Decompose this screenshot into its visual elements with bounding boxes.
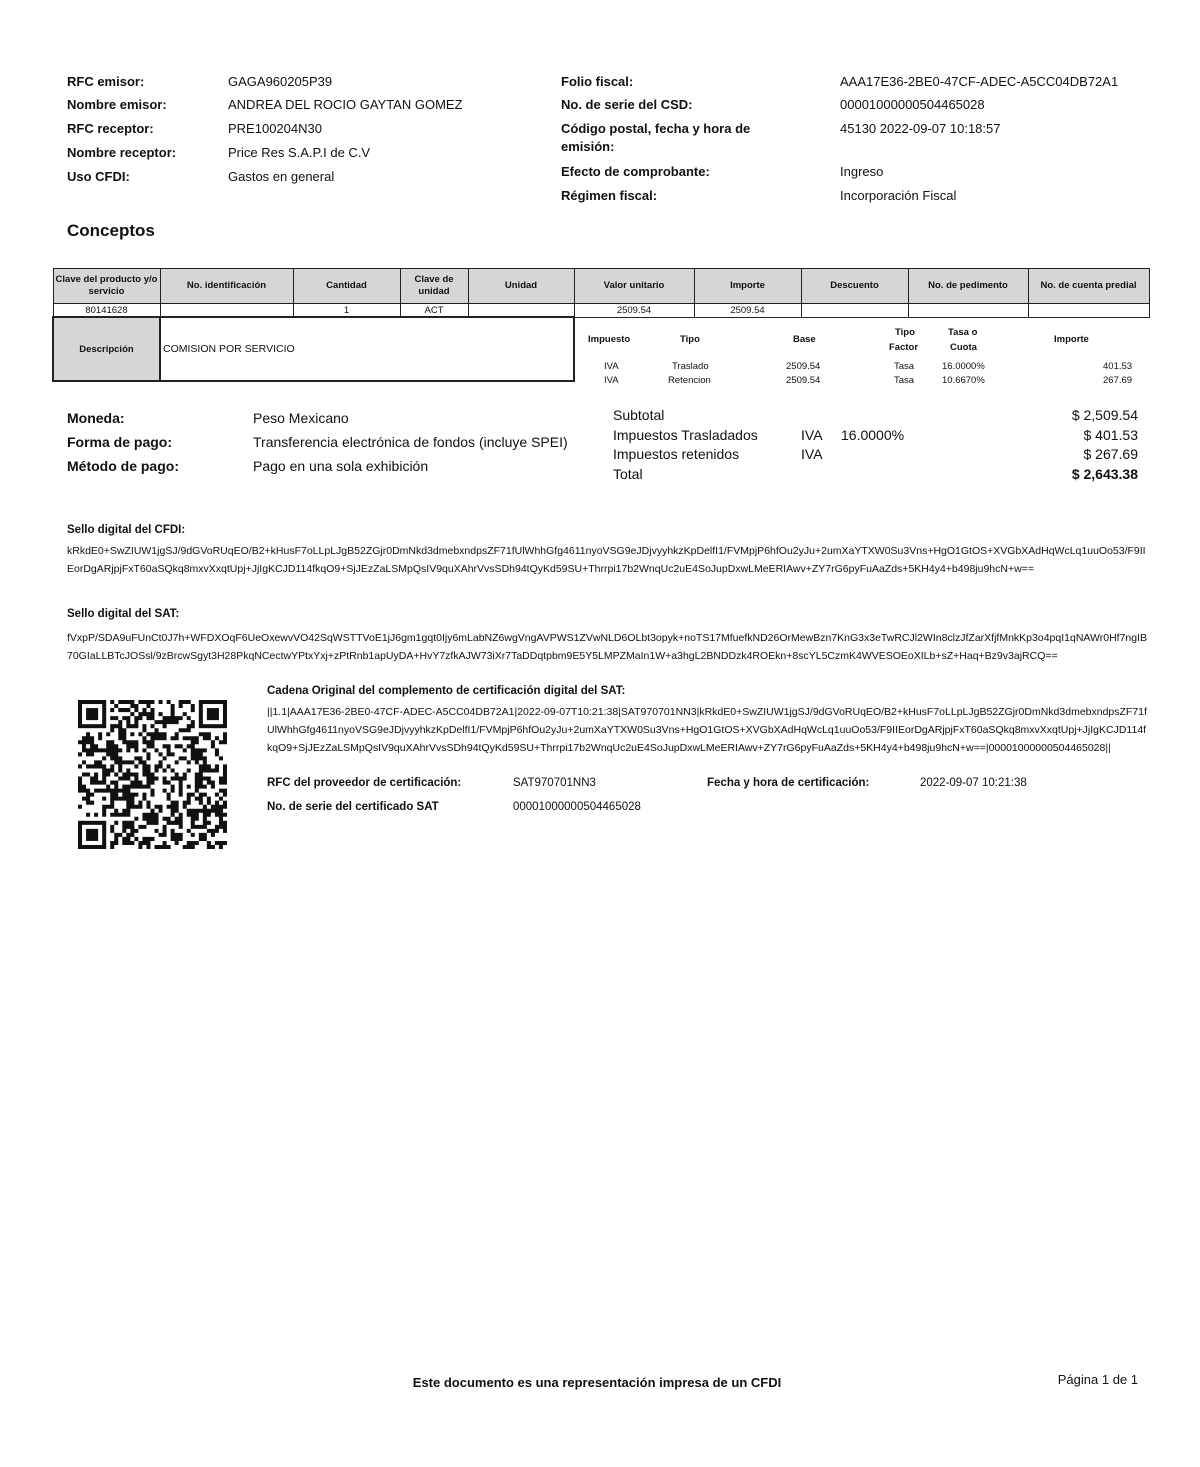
tax-header-tipo-factor: Tipo <box>895 327 915 338</box>
table-cell <box>801 304 908 318</box>
tax-factor: Tasa <box>894 361 915 372</box>
tax-tipo: Retencion <box>668 375 711 386</box>
tax-base: 2509.54 <box>786 361 821 372</box>
uso-cfdi-label: Uso CFDI: <box>67 169 130 184</box>
col-header: No. de cuenta predial <box>1028 269 1149 304</box>
tax-factor: Tasa <box>894 375 915 386</box>
tax-header-impuesto: Impuesto <box>588 334 631 345</box>
trasladados-value: $ 401.53 <box>1083 427 1138 443</box>
uso-cfdi-value: Gastos en general <box>228 169 335 184</box>
rfc-emisor-value: GAGA960205P39 <box>228 74 333 89</box>
subtotal-label: Subtotal <box>613 407 665 423</box>
trasladados-tax: IVA <box>801 427 823 443</box>
tax-base: 2509.54 <box>786 375 821 386</box>
cadena-label: Cadena Original del complemento de certificación digital del SAT: <box>267 685 626 697</box>
rfc-receptor-value: PRE100204N30 <box>228 121 322 136</box>
table-cell: 80141628 <box>53 304 160 318</box>
page-number: Página 1 de 1 <box>1057 1372 1138 1387</box>
fecha-certificacion-label: Fecha y hora de certificación: <box>707 777 870 789</box>
cp-fecha-label: Código postal, fecha y hora de <box>561 121 751 136</box>
col-header: No. de pedimento <box>908 269 1028 304</box>
regimen-value: Incorporación Fiscal <box>840 188 957 203</box>
total-value: $ 2,643.38 <box>1071 466 1138 482</box>
nombre-receptor-value: Price Res S.A.P.I de C.V <box>228 145 371 160</box>
moneda-value: Peso Mexicano <box>253 410 349 426</box>
metodo-pago-value: Pago en una sola exhibición <box>253 458 429 474</box>
col-header: Cantidad <box>293 269 400 304</box>
retenidos-tax: IVA <box>801 446 823 462</box>
trasladados-label: Impuestos Trasladados <box>613 427 758 443</box>
efecto-value: Ingreso <box>840 164 884 179</box>
fecha-certificacion-value: 2022-09-07 10:21:38 <box>920 777 1027 789</box>
qr-code <box>78 700 227 849</box>
retenidos-label: Impuestos retenidos <box>613 446 740 462</box>
serie-csd-label: No. de serie del CSD: <box>561 97 693 112</box>
trasladados-rate: 16.0000% <box>841 427 905 443</box>
folio-fiscal-label: Folio fiscal: <box>561 74 634 89</box>
cadena-value: ||1.1|AAA17E36-2BE0-47CF-ADEC-A5CC04DB72A1|2022-09-07T10:21:38|SAT970701NN3|kRkdE0+SwZIUW1jgSJ/9dGVoRUqEO/B2+kHusF7oLLpLJgB52ZGjr0DmNkd3dmebxndpsZF71fUlWhhGfg4611nyoVSG9eJDjvyyhkzKpDelfI1/FVMpjP6hfOu2yJu+2umXaYTXW0Su3Vns+HgO1GtOS+XVGbXAdHqWcLq1uuOo53/F9IIEorDgARjpjFxT60aSQkq8mxvXxqtUpj+JjIgKCJD114fkqO9+SjJEzZaLSMpQsIV9quXAhrVvsSDh94tQyKd59SU+Thrrpi17b2WnqUc2uE4SoJupDxwLMeERIAwv+ZY7rG6pyFuAaZds+5KH4y4+b498ju9hcN+w==|00001000000504465028|| <box>267 706 1147 754</box>
descripcion-label: Descripción <box>53 317 160 381</box>
serie-sat-label: No. de serie del certificado SAT <box>267 801 439 813</box>
nombre-emisor-value: ANDREA DEL ROCIO GAYTAN GOMEZ <box>228 97 463 112</box>
efecto-label: Efecto de comprobante: <box>561 164 710 179</box>
tax-tasa: 10.6670% <box>942 375 985 386</box>
tax-header-base: Base <box>793 334 816 345</box>
footer-note <box>0 1375 1200 1390</box>
sello-cfdi-value: kRkdE0+SwZIUW1jgSJ/9dGVoRUqEO/B2+kHusF7oLLpLJgB52ZGjr0DmNkd3dmebxndpsZF71fUlWhhGfg4611nyoVSG9eJDjvyyhkzKpDelfI1/FVMpjP6hfOu2yJu+2umXaYTXW0Su3Vns+HgO1GtOS+XVGbXAdHqWcLq1uuOo53/F9IIEorDgARjpjFxT60aSQkq8mxvXxqtUpj+JjIgKCJD114fkqO9+SjJEzZaLSMpQsIV9quXAhrVvsSDh94tQyKd59SU+Thrrpi17b2WnqUc2uE4SoJupDxwLMeERIAwv+ZY7rG6pyFuAaZds+5KH4y4+b498ju9hcN+w== <box>67 545 1146 575</box>
rfc-proveedor-value: SAT970701NN3 <box>513 777 596 789</box>
rfc-proveedor-label: RFC del proveedor de certificación: <box>267 777 462 789</box>
tax-header-tipo-factor-2: Factor <box>889 342 919 353</box>
table-cell: 2509.54 <box>694 304 801 318</box>
tax-impuesto: IVA <box>604 375 619 386</box>
table-cell <box>908 304 1028 318</box>
table-cell: 2509.54 <box>574 304 694 318</box>
table-cell <box>160 304 293 318</box>
tax-header-tipo: Tipo <box>680 334 700 345</box>
serie-csd-value: 00001000000504465028 <box>840 97 985 112</box>
subtotal-value: $ 2,509.54 <box>1071 407 1138 423</box>
table-cell <box>1028 304 1149 318</box>
forma-pago-value: Transferencia electrónica de fondos (incluye SPEI) <box>253 434 568 450</box>
sello-cfdi-label: Sello digital del CFDI: <box>67 524 186 536</box>
descripcion-value: COMISION POR SERVICIO <box>160 317 574 381</box>
tax-header-importe: Importe <box>1054 334 1089 345</box>
sello-sat-value: fVxpP/SDA9uFUnCt0J7h+WFDXOqF6UeOxewvVO42SqWSTTVoE1jJ6gm1gqt0Ijy6mLabNZ6wgVngAVPWS1ZVwNLD6OLbt3opyk+noTS17MfuefkND26OrMewBzn7KnG3x3eTwRCJl2WIn8clzJfZarXfjfMnkKp3o4pqI1qNAWr0Hf7ngIB70GIaLLBTcJOSsl/9zBrcwSgyt3H28PkqNCectwYPtxYxj+zPtRnb1apUyDA+HvY7zfkAJW73iXr7TaDDqtpbm9E5Y5LMPZMaIn1W+a3hgL2BNDDzk4ROEkn+8scYL5CzmK4WVESOEoXILb+sZ+Haq+Bz9v3ajRCQ== <box>67 632 1148 662</box>
table-cell <box>468 304 574 318</box>
tax-cell <box>574 317 1149 381</box>
metodo-pago-label: Método de pago: <box>67 458 179 474</box>
tax-tasa: 16.0000% <box>942 361 985 372</box>
table-cell: 1 <box>293 304 400 318</box>
retenidos-value: $ 267.69 <box>1083 446 1138 462</box>
col-header: Unidad <box>468 269 574 304</box>
col-header: No. identificación <box>160 269 293 304</box>
nombre-emisor-label: Nombre emisor: <box>67 97 167 112</box>
tax-tipo: Traslado <box>672 361 709 372</box>
nombre-receptor-label: Nombre receptor: <box>67 145 177 160</box>
col-header: Descuento <box>801 269 908 304</box>
folio-fiscal-value: AAA17E36-2BE0-47CF-ADEC-A5CC04DB72A1 <box>840 74 1119 89</box>
col-header: Importe <box>694 269 801 304</box>
serie-sat-value: 00001000000504465028 <box>513 801 641 813</box>
tax-impuesto: IVA <box>604 361 619 372</box>
forma-pago-label: Forma de pago: <box>67 434 173 450</box>
table-row <box>53 304 1149 318</box>
tax-header-tasa-2: Cuota <box>950 342 977 353</box>
tax-header-tasa: Tasa o <box>948 327 978 338</box>
rfc-emisor-label: RFC emisor: <box>67 74 145 89</box>
cp-fecha-label-cont: emisión: <box>561 139 615 154</box>
total-label: Total <box>613 466 643 482</box>
tax-importe: 267.69 <box>1103 375 1133 386</box>
table-cell: ACT <box>400 304 468 318</box>
table-header-row <box>53 269 1149 304</box>
cp-fecha-value: 45130 2022-09-07 10:18:57 <box>840 121 1001 136</box>
moneda-label: Moneda: <box>67 410 125 426</box>
col-header: Clave del producto y/o servicio <box>53 269 160 304</box>
col-header: Valor unitario <box>574 269 694 304</box>
rfc-receptor-label: RFC receptor: <box>67 121 154 136</box>
tax-importe: 401.53 <box>1103 361 1133 372</box>
regimen-label: Régimen fiscal: <box>561 188 658 203</box>
conceptos-title: Conceptos <box>67 221 155 240</box>
footer-note-text: Este documento es una representación impresa de un CFDI <box>412 1375 782 1390</box>
col-header: Clave de unidad <box>400 269 468 304</box>
sello-sat-label: Sello digital del SAT: <box>67 608 180 620</box>
